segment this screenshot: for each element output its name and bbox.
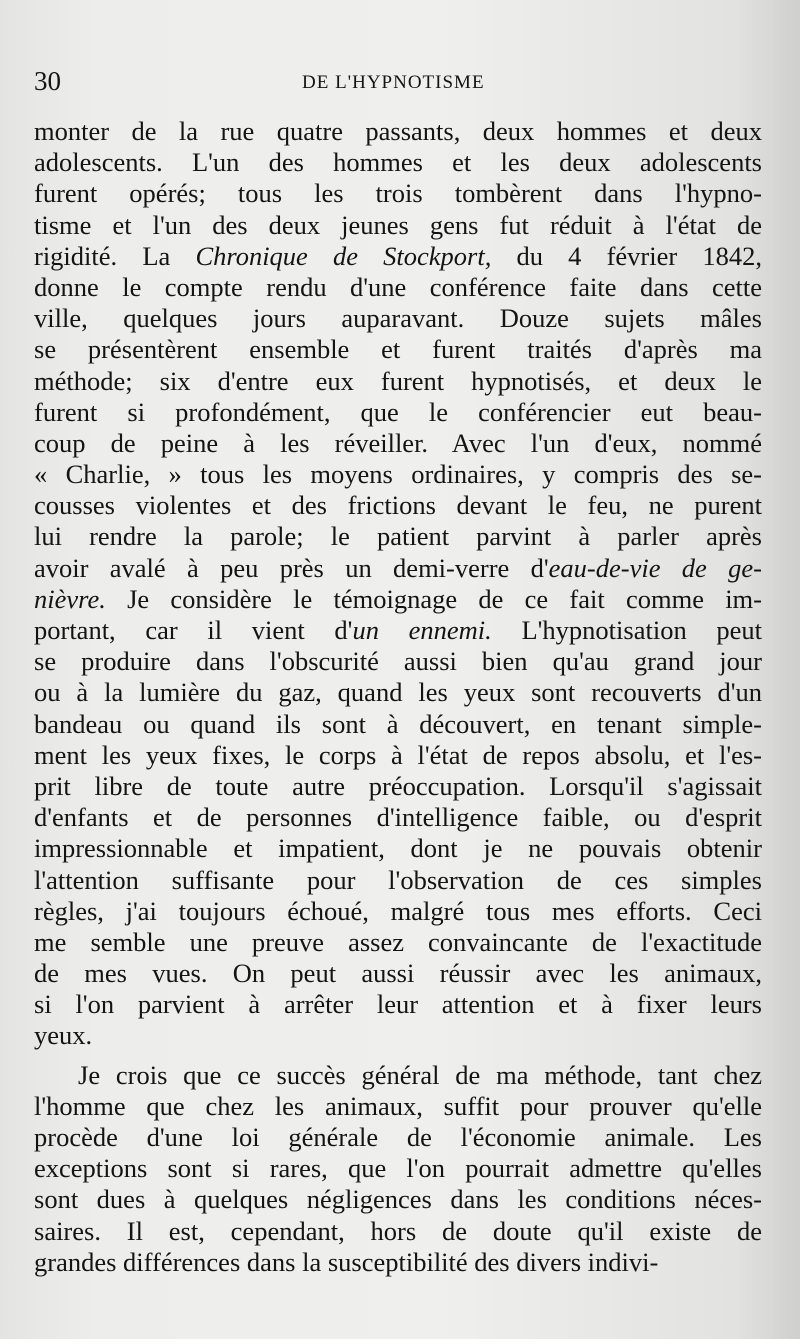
text-line [34,1020,762,1051]
text-segment: ville, quelques jours auparavant. Douze sujets mâles [34,303,762,334]
text-line [34,459,762,490]
text-segment: l'attention suffisante pour l'observation de ces simples [34,864,762,895]
text-line [34,521,762,552]
text-line [34,1153,762,1184]
text-line [34,1247,762,1278]
text-line [34,1216,762,1247]
text-segment: adolescents. L'un des hommes et les deux adolescents [34,147,762,178]
text-line [34,646,762,677]
text-line [34,1091,762,1122]
text-line [34,1184,762,1215]
text-segment: tisme et l'un des deux jeunes gens fut réduit à l'état de [34,209,762,240]
text-segment: furent opérés; tous les trois tombèrent dans l'hypno- [34,178,762,209]
text-line [34,210,762,241]
italic-text: un ennemi. [352,615,492,645]
running-title: DE L'HYPNOTISME [302,72,485,93]
text-segment: Je considère le témoignage de ce fait comme im- [105,583,762,614]
text-segment: bandeau ou quand ils sont à découvert, en tenant simple- [34,708,762,739]
text-segment: si l'on parvient à arrêter leur attention et à fixer leurs [34,989,762,1020]
text-segment: yeux. [34,1020,93,1051]
text-line [34,709,762,740]
text-line [34,865,762,896]
text-segment: sont dues à quelques négligences dans les conditions néces- [34,1184,762,1215]
text-segment: coup de peine à les réveiller. Avec l'un d'eux, nommé [34,427,762,458]
text-line [34,740,762,771]
text-line [34,303,762,334]
page-header [34,66,760,102]
text-line [34,927,762,958]
text-segment: l'homme que chez les animaux, suffit pour prouver qu'elle [34,1090,762,1121]
text-line [34,833,762,864]
text-segment: d'enfants et de personnes d'intelligence faible, ou d'esprit [34,802,762,833]
text-segment: ment les yeux fixes, le corps à l'état de repos absolu, et l'es- [34,739,762,770]
text-line [34,615,762,646]
text-segment: se présentèrent ensemble et furent traités d'après ma [34,334,762,365]
page-number: 30 [34,66,61,96]
text-line [34,147,762,178]
text-segment: règles, j'ai toujours échoué, malgré tous mes efforts. Ceci [34,895,762,926]
text-segment: me semble une preuve assez convaincante de l'exactitude [34,926,762,957]
text-line [34,958,762,989]
text-line [34,1122,762,1153]
text-segment: avoir avalé à peu près un demi-verre d' [34,552,549,583]
text-segment: saires. Il est, cependant, hors de doute qu'il existe de [34,1215,762,1246]
text-line [34,802,762,833]
text-line [34,366,762,397]
text-segment: procède d'une loi générale de l'économie animale. Les [34,1122,762,1152]
text-segment: furent si profondément, que le conférencier eut beau- [34,396,762,427]
text-line [34,428,762,459]
text-segment: exceptions sont si rares, que l'on pourrait admettre qu'elles [34,1153,762,1184]
italic-text: nièvre. [34,583,106,614]
text-line [34,490,762,521]
text-segment: méthode; six d'entre eux furent hypnotisés, et deux le [34,365,762,396]
text-segment: grandes différences dans la susceptibilité des divers indivi- [34,1246,659,1277]
text-segment: L'hypnotisation peut [491,615,762,645]
text-segment: du 4 février 1842, [491,240,762,271]
text-segment: de mes vues. On peut aussi réussir avec les animaux, [34,958,762,989]
text-segment: rigidité. La [34,240,196,271]
paragraph [34,1060,762,1278]
italic-text: Chronique de Stockport, [195,240,492,271]
paragraph [34,116,762,1052]
text-line [34,896,762,927]
text-segment: se produire dans l'obscurité aussi bien qu'au grand jour [34,646,762,677]
text-line [34,771,762,802]
text-segment: prit libre de toute autre préoccupation. Lorsqu'il s'agissait [34,770,762,801]
text-line [34,178,762,209]
text-line [34,334,762,365]
text-line [34,116,762,147]
text-line [34,241,762,272]
text-segment: donne le compte rendu d'une conférence faite dans cette [34,271,762,302]
text-segment: portant, car il vient d' [34,615,353,645]
text-segment: Je crois que ce succès général de ma méthode, tant chez [78,1059,762,1090]
text-line [34,272,762,303]
body-text [34,116,762,1278]
text-line [34,677,762,708]
text-segment: ou à la lumière du gaz, quand les yeux sont recouverts d'un [34,677,762,708]
text-line [34,1060,762,1091]
italic-text: eau-de-vie de ge- [548,552,762,583]
text-segment: cousses violentes et des frictions devant le feu, ne purent [34,490,762,521]
text-line [34,989,762,1020]
text-segment: impressionnable et impatient, dont je ne pouvais obtenir [34,833,762,864]
text-line [34,397,762,428]
text-line [34,553,762,584]
text-line [34,584,762,615]
text-segment: « Charlie, » tous les moyens ordinaires, y compris des se- [34,459,762,490]
text-segment: lui rendre la parole; le patient parvint à parler après [34,521,762,552]
text-segment: monter de la rue quatre passants, deux hommes et deux [34,116,762,146]
